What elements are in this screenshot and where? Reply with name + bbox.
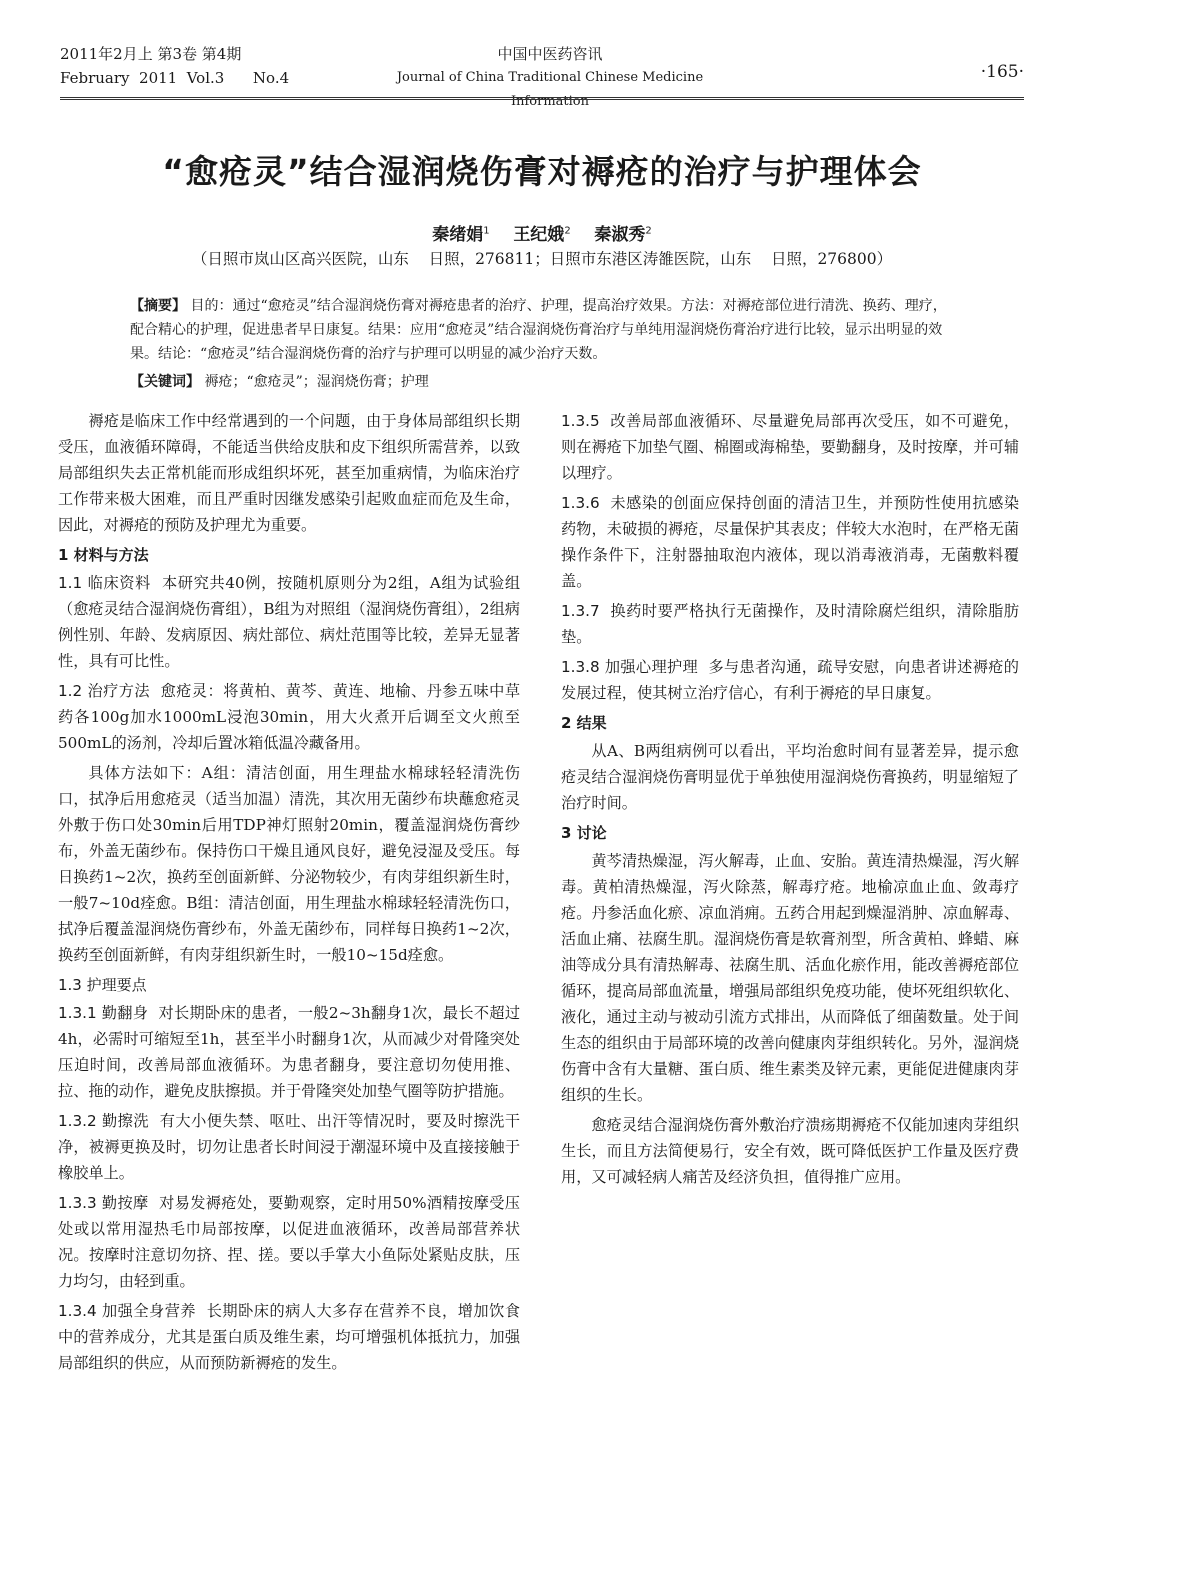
author-name: 王纪娥 <box>513 225 565 245</box>
keywords-label: 【关键词】 <box>130 374 200 390</box>
paragraph-text: 多与患者沟通，疏导安慰，向患者讲述褥疮的发展过程，使其树立治疗信心，有利于褥疮的早日康复。 <box>561 658 1019 702</box>
body-paragraph: 具体方法如下：A组：清洁创面，用生理盐水棉球轻轻清洗伤口，拭净后用愈疮灵（适当加温）清洗，其次用无菌纱布块蘸愈疮灵外敷于伤口处30min后用TDP神灯照射20min，覆盖湿润烧伤膏纱布，外盖无菌纱布。保持伤口干燥且通风良好，避免浸湿及受压。每日换药1~2次，换药至创面新鲜、分泌物较少，有肉芽组织新生时，一般7~10d痊愈。B组：清洁创面，用生理盐水棉球轻轻清洗伤口，拭净后覆盖湿润烧伤膏纱布，外盖无菌纱布，同样每日换药1~2次，换药至创面新鲜，有肉芽组织新生时，一般10~15d痊愈。 <box>58 764 520 964</box>
paragraph-text: 对长期卧床的患者，一般2~3h翻身1次，最长不超过4h，必需时可缩短至1h，甚至半小时翻身1次，从而减少对骨隆突处压迫时间，改善局部血液循环。为患者翻身，要注意切勿使用推、拉、拖的动作，避免皮肤擦损。并于骨隆突处加垫气圈等防护措施。 <box>58 1004 521 1100</box>
section-heading: 3 讨论 <box>561 824 607 842</box>
author-name: 秦淑秀 <box>594 225 646 245</box>
left-column <box>58 408 520 1380</box>
abstract-label: 【摘要】 <box>130 298 186 314</box>
paragraph-text: 有大小便失禁、呕吐、出汗等情况时，要及时擦洗干净，被褥更换及时，切勿让患者长时间浸于潮湿环境中及直接接触于橡胶单上。 <box>58 1112 521 1182</box>
paragraph-text: 对易发褥疮处，要勤观察，定时用50%酒精按摩受压处或以常用湿热毛巾局部按摩，以促进血液循环，改善局部营养状况。按摩时注意切勿挤、捏、搓。要以手掌大小鱼际处紧贴皮肤，压力均匀，由轻到重。 <box>58 1194 520 1290</box>
issue-info-en: February 2011 Vol.3 No.4 <box>60 69 290 87</box>
author-list <box>60 220 1024 245</box>
author-affil-mark: 1 <box>483 225 490 237</box>
subsection-label: 1.3.6 <box>561 494 600 512</box>
paragraph-text: 改善局部血液循环、尽量避免局部再次受压，如不可避免，则在褥疮下加垫气圈、棉圈或海棉垫，要勤翻身，及时按摩，并可辅以理疗。 <box>561 412 1020 482</box>
header-rule <box>60 97 1024 100</box>
body-paragraph <box>561 654 1019 706</box>
journal-name-en: Journal of China Traditional Chinese Medicine Information <box>396 70 704 109</box>
subsection-label: 1.1 临床资料 <box>58 574 151 592</box>
subsection-heading: 1.3 护理要点 <box>58 976 147 994</box>
body-paragraph: 愈疮灵结合湿润烧伤膏外敷治疗溃疡期褥疮不仅能加速肉芽组织生长，而且方法简便易行，安全有效，既可降低医护工作量及医疗费用，又可减轻病人痛苦及经济负担，值得推广应用。 <box>561 1116 1019 1186</box>
page-header <box>60 40 1024 109</box>
paragraph-text: 长期卧床的病人大多存在营养不良，增加饮食中的营养成分，尤其是蛋白质及维生素，均可增强机体抵抗力，加强局部组织的供应，从而预防新褥疮的发生。 <box>58 1302 520 1372</box>
journal-name <box>360 42 740 114</box>
paragraph-text: 未感染的创面应保持创面的清洁卫生，并预防性使用抗感染药物，未破损的褥疮，尽量保护其表皮；伴较大水泡时，在严格无菌操作条件下，注射器抽取泡内液体，现以消毒液消毒，无菌敷料覆盖。 <box>561 494 1020 590</box>
body-paragraph: 黄芩清热燥湿，泻火解毒，止血、安胎。黄连清热燥湿，泻火解毒。黄柏清热燥湿，泻火除蒸，解毒疗疮。地榆凉血止血、敛毒疗疮。丹参活血化瘀、凉血消痈。五药合用起到燥湿消肿、凉血解毒、活血止痛、祛腐生肌。湿润烧伤膏是软膏剂型，所含黄柏、蜂蜡、麻油等成分具有清热解毒、祛腐生肌、活血化瘀作用，能改善褥疮部位循环，提高局部血流量，增强局部组织免疫功能，使坏死组织软化、液化，通过主动与被动引流方式排出，从而降低了细菌数量。处于间生态的组织由于局部环境的改善向健康肉芽组织转化。另外，湿润烧伤膏中含有大量糖、蛋白质、维生素类及锌元素，更能促进健康肉芽组织的生长。 <box>561 852 1019 1104</box>
affiliation: （日照市岚山区高兴医院，山东 日照，276811；日照市东港区涛雒医院，山东 日照，276800） <box>191 250 893 268</box>
keywords-text: 褥疮；“愈疮灵”；湿润烧伤膏；护理 <box>204 374 429 390</box>
subsection-label: 1.3.2 勤擦洗 <box>58 1112 150 1130</box>
abstract <box>130 294 960 366</box>
subsection-label: 1.3.5 <box>561 412 600 430</box>
right-column <box>561 408 1019 1194</box>
body-paragraph <box>58 1000 520 1104</box>
page-number: ·165· <box>980 62 1024 82</box>
issue-info-cn: 2011年2月上 第3卷 第4期 <box>60 45 242 63</box>
body-paragraph <box>58 1190 520 1294</box>
paragraph-text: 换药时要严格执行无菌操作，及时清除腐烂组织，清除脂肪垫。 <box>561 602 1020 646</box>
intro-paragraph: 褥疮是临床工作中经常遇到的一个问题，由于身体局部组织长期受压，血液循环障碍，不能适当供给皮肤和皮下组织所需营养，以致局部组织失去正常机能而形成组织坏死，甚至加重病情，为临床治疗工作带来极大困难，而且严重时因继发感染引起败血症而危及生命，因此，对褥疮的预防及护理尤为重要。 <box>58 412 520 534</box>
article-title: “愈疮灵”结合湿润烧伤膏对褥疮的治疗与护理体会 <box>162 152 922 191</box>
section-heading: 1 材料与方法 <box>58 546 149 564</box>
body-paragraph <box>58 570 520 674</box>
body-paragraph <box>561 490 1019 594</box>
subsection-label: 1.3.7 <box>561 602 600 620</box>
body-paragraph <box>58 1298 520 1376</box>
body-paragraph <box>58 1108 520 1186</box>
subsection-label: 1.3.1 勤翻身 <box>58 1004 149 1022</box>
subsection-label: 1.3.8 加强心理护理 <box>561 658 699 676</box>
author-affil-mark: 2 <box>645 225 652 237</box>
body-paragraph <box>58 678 520 756</box>
section-heading: 2 结果 <box>561 714 607 732</box>
journal-name-cn: 中国中医药咨讯 <box>497 45 603 63</box>
author-affil-mark: 2 <box>564 225 571 237</box>
subsection-label: 1.3.4 加强全身营养 <box>58 1302 197 1320</box>
author-name: 秦绪娟 <box>432 225 484 245</box>
issue-info <box>60 42 289 90</box>
paragraph-text: 愈疮灵：将黄柏、黄芩、黄连、地榆、丹参五味中草药各100g加水1000mL浸泡30min，用大火煮开后调至文火煎至500mL的汤剂，冷却后置冰箱低温冷藏备用。 <box>58 682 521 752</box>
subsection-label: 1.3.3 勤按摩 <box>58 1194 149 1212</box>
subsection-label: 1.2 治疗方法 <box>58 682 151 700</box>
keywords <box>130 371 960 391</box>
paragraph-text: 本研究共40例，按随机原则分为2组，A组为试验组（愈疮灵结合湿润烧伤膏组），B组为对照组（湿润烧伤膏组），2组病例性别、年龄、发病原因、病灶部位、病灶范围等比较，差异无显著性，具有可比性。 <box>58 574 521 670</box>
body-paragraph <box>561 408 1019 486</box>
body-paragraph: 从A、B两组病例可以看出，平均治愈时间有显著差异，提示愈疮灵结合湿润烧伤膏明显优于单独使用湿润烧伤膏换药，明显缩短了治疗时间。 <box>561 742 1019 812</box>
body-paragraph <box>561 598 1019 650</box>
abstract-text: 目的：通过“愈疮灵”结合湿润烧伤膏对褥疮患者的治疗、护理，提高治疗效果。方法：对褥疮部位进行清洗、换药、理疗，配合精心的护理，促进患者早日康复。结果：应用“愈疮灵”结合湿润烧伤膏治疗与单纯用湿润烧伤膏治疗进行比较，显示出明显的效果。结论：“愈疮灵”结合湿润烧伤膏的治疗与护理可以明显的减少治疗天数。 <box>130 298 947 362</box>
